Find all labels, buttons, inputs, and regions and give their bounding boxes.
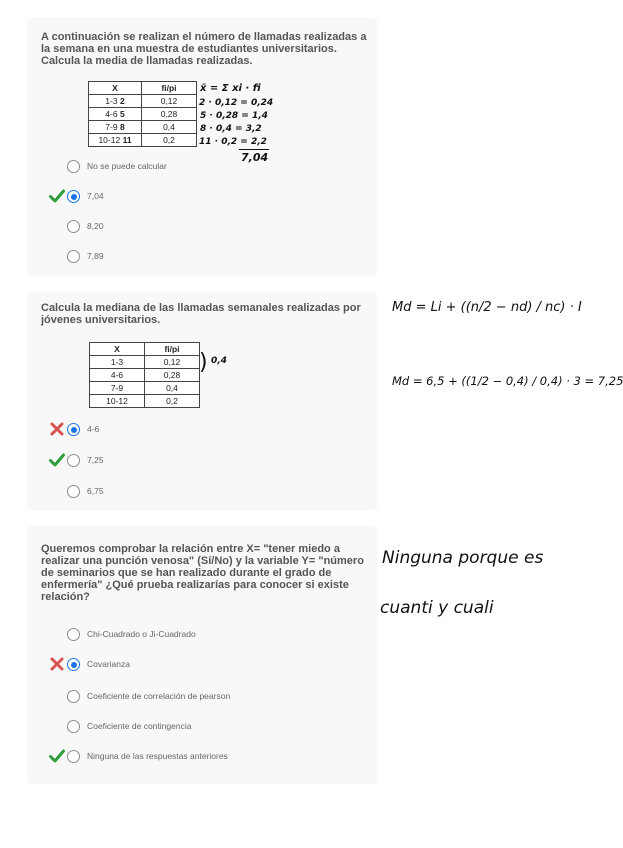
option-label: Ninguna de las respuestas anteriores <box>87 751 228 761</box>
table-cell: 7-9 <box>90 382 145 395</box>
radio-button[interactable] <box>67 160 80 173</box>
question-3-card <box>27 526 377 784</box>
question-3-text: Queremos comprobar la relación entre X= "tener miedo a realizar una punción venosa" (Sí/No) y la variable Y= "número de seminarios que se han realizado durante el grado de enfermería" ¿Qué prueba realizarías para conocer si existe relación? <box>41 543 364 603</box>
option-label: No se puede calcular <box>87 161 167 171</box>
table-row <box>89 95 197 108</box>
radio-button[interactable] <box>67 628 80 641</box>
table-cell: 0,28 <box>142 108 197 121</box>
table-header-x: X <box>89 82 142 95</box>
table-row <box>90 382 200 395</box>
table-cell: 0,2 <box>145 395 200 408</box>
table-row <box>90 395 200 408</box>
option-label: 8,20 <box>87 221 104 231</box>
frequency-table-1 <box>88 81 197 147</box>
question-2-text: Calcula la mediana de las llamadas semanales realizadas por jóvenes universitarios. <box>41 302 361 326</box>
class-mark-note: 5 <box>119 109 125 119</box>
radio-button[interactable] <box>67 750 80 763</box>
handwritten-median-formula: Md = Li + ((n/2 − nd) / nc) · I <box>392 300 582 315</box>
handwritten-note-line: cuanti y cuali <box>380 598 494 618</box>
table-cell: 0,4 <box>142 121 197 134</box>
class-interval: 1-3 <box>105 96 118 106</box>
table-cell: 10-12 <box>90 395 145 408</box>
question-2-card <box>27 292 377 510</box>
option-label: 4-6 <box>87 424 100 434</box>
table-header-fi: fi/pi <box>142 82 197 95</box>
table-row <box>89 134 197 147</box>
frequency-table-2 <box>89 342 200 408</box>
handwritten-brace-note: 0,4 <box>211 356 227 366</box>
handwritten-median-calc: Md = 6,5 + ((1/2 − 0,4) / 0,4) · 3 = 7,25 <box>392 374 623 388</box>
radio-button[interactable] <box>67 485 80 498</box>
handwritten-sum-line <box>239 149 269 150</box>
handwritten-note-line: Ninguna porque es <box>382 548 544 568</box>
option-label: 6,75 <box>87 486 104 496</box>
radio-button-selected[interactable] <box>67 658 80 671</box>
question-1-text: A continuación se realizan el número de llamadas realizadas a la semana en una muestra de estudiantes universitarios. Calcula la media de llamadas realizadas. <box>41 31 367 67</box>
option-label: Coeficiente de contingencia <box>87 721 192 731</box>
option-label: 7,25 <box>87 455 104 465</box>
handwritten-total: 7,04 <box>241 151 269 164</box>
class-mark-note: 2 <box>119 96 125 106</box>
table-cell: 0,28 <box>145 369 200 382</box>
radio-button[interactable] <box>67 690 80 703</box>
radio-button[interactable] <box>67 250 80 263</box>
radio-button[interactable] <box>67 454 80 467</box>
option-label: Covarianza <box>87 659 130 669</box>
table-cell: 1-3 <box>90 356 145 369</box>
table-row <box>89 108 197 121</box>
option-label: Coeficiente de correlación de pearson <box>87 691 231 701</box>
table-cell: 0,2 <box>142 134 197 147</box>
table-header-fi: fi/pi <box>145 343 200 356</box>
check-icon <box>49 453 65 467</box>
radio-button[interactable] <box>67 720 80 733</box>
table-cell: 4-6 <box>90 369 145 382</box>
class-interval: 10-12 <box>98 135 121 145</box>
class-interval: 7-9 <box>105 122 118 132</box>
class-mark-note: 8 <box>119 122 125 132</box>
check-icon <box>49 749 65 763</box>
table-cell: 0,12 <box>145 356 200 369</box>
table-row <box>90 356 200 369</box>
class-interval: 4-6 <box>105 109 118 119</box>
option-label: Chi-Cuadrado o Ji-Cuadrado <box>87 629 196 639</box>
handwritten-calc-line: 11 · 0,2 = 2,2 <box>199 137 267 147</box>
radio-button-selected[interactable] <box>67 190 80 203</box>
option-label: 7,04 <box>87 191 104 201</box>
question-1-card <box>27 18 377 276</box>
radio-button[interactable] <box>67 220 80 233</box>
radio-button-selected[interactable] <box>67 423 80 436</box>
table-row <box>90 369 200 382</box>
handwritten-mean-formula: x̄ = Σ xi · fi <box>200 83 261 94</box>
handwritten-calc-line: 2 · 0,12 = 0,24 <box>199 98 274 108</box>
handwritten-calc-line: 5 · 0,28 = 1,4 <box>200 111 268 121</box>
option-label: 7,89 <box>87 251 104 261</box>
handwritten-brace: ) <box>199 350 208 375</box>
handwritten-calc-line: 8 · 0,4 = 3,2 <box>200 124 262 134</box>
class-mark-note: 11 <box>122 135 132 145</box>
table-header-x: X <box>90 343 145 356</box>
cross-icon <box>49 657 65 671</box>
table-cell: 0,4 <box>145 382 200 395</box>
cross-icon <box>49 422 65 436</box>
check-icon <box>49 189 65 203</box>
table-cell: 0,12 <box>142 95 197 108</box>
table-row <box>89 121 197 134</box>
